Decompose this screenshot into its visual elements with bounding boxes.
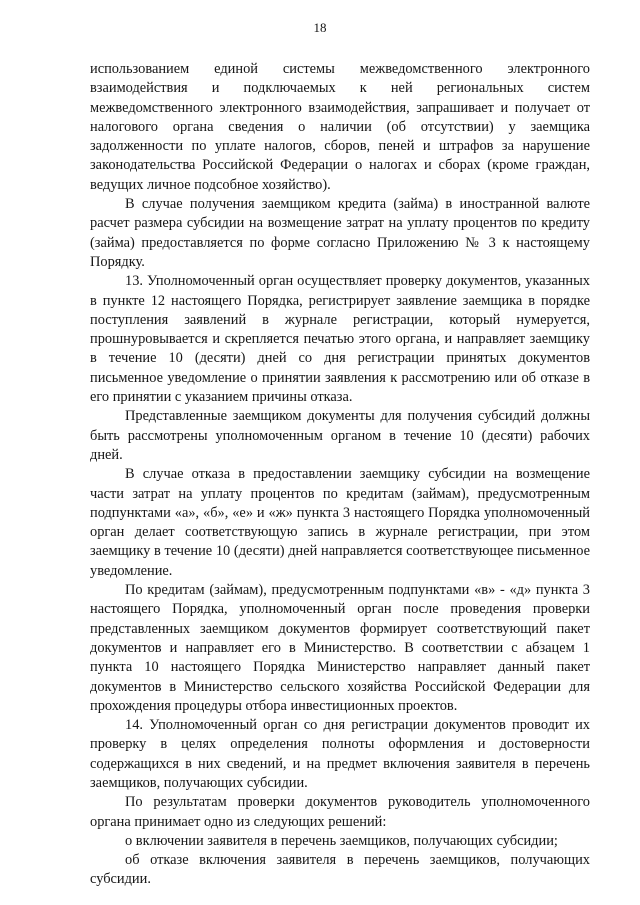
paragraph-continuation: использованием единой системы межведомственного электронного взаимодействия и подключаемых к ней региональных систем межведомственного электронного взаимодействия, запрашивает и получает от налогового органа сведения о наличии (об отсутствии) у заемщика задолженности по уплате налогов, сборов, пеней и штрафов за нарушение законодательства Российской Федерации о налогах и сборах (кроме граждан, ведущих личное подсобное хозяйство). xyxy=(90,61,590,193)
paragraph-item-14: 14. Уполномоченный орган со дня регистрации документов проводит их проверку в целях определения полноты оформления и достоверности содержащихся в них сведений, и на предмет включения заявителя в перечень заемщиков, получающих субсидии. xyxy=(90,717,590,791)
paragraph-foreign-currency: В случае получения заемщиком кредита (займа) в иностранной валюте расчет размера субсидии на возмещение затрат на уплату процентов по кредиту (займа) предоставляется по форме согласно Приложению № 3 к настоящему Порядку. xyxy=(90,196,590,270)
paragraph-decision-include: о включении заявителя в перечень заемщиков, получающих субсидии; xyxy=(125,832,558,849)
document-body xyxy=(90,60,590,890)
paragraph-decisions-intro: По результатам проверки документов руководитель уполномоченного органа принимает одно из следующих решений: xyxy=(90,794,590,830)
paragraph-credits-v-d: По кредитам (займам), предусмотренным подпунктами «в» - «д» пункта 3 настоящего Порядка, уполномоченный орган после проведения проверки представленных заемщиком документов формирует соответствующий пакет документов и направляет его в Министерство. В соответствии с абзацем 1 пункта 10 настоящего Порядка Министерство направляет данный пакет документов в Министерство сельского хозяйства Российской Федерации для прохождения процедуры отбора инвестиционных проектов. xyxy=(90,582,590,714)
page-number: 18 xyxy=(313,20,327,35)
paragraph-refusal: В случае отказа в предоставлении заемщику субсидии на возмещение части затрат на уплату процентов по кредитам (займам), предусмотренным подпунктами «а», «б», «е» и «ж» пункта 3 настоящего Порядка уполномоченный орган делает соответствующую запись в журнале регистрации, при этом заемщику в течение 10 (десяти) дней направляется соответствующее письменное уведомление. xyxy=(90,466,590,579)
paragraph-review-period: Представленные заемщиком документы для получения субсидий должны быть рассмотрены уполномоченным органом в течение 10 (десяти) рабочих дней. xyxy=(90,408,590,463)
paragraph-item-13: 13. Уполномоченный орган осуществляет проверку документов, указанных в пункте 12 настоящего Порядка, регистрирует заявление заемщика в порядке поступления заявлений в журнале регистрации, который нумеруется, прошнуровывается и скрепляется печатью этого органа, и направляет заемщику в течение 10 (десяти) дней со дня регистрации принятых документов письменное уведомление о принятии заявления к рассмотрению или об отказе в его принятии с указанием причины отказа. xyxy=(90,273,590,406)
paragraph-decision-refuse: об отказе включения заявителя в перечень заемщиков, получающих субсидии. xyxy=(90,852,590,888)
